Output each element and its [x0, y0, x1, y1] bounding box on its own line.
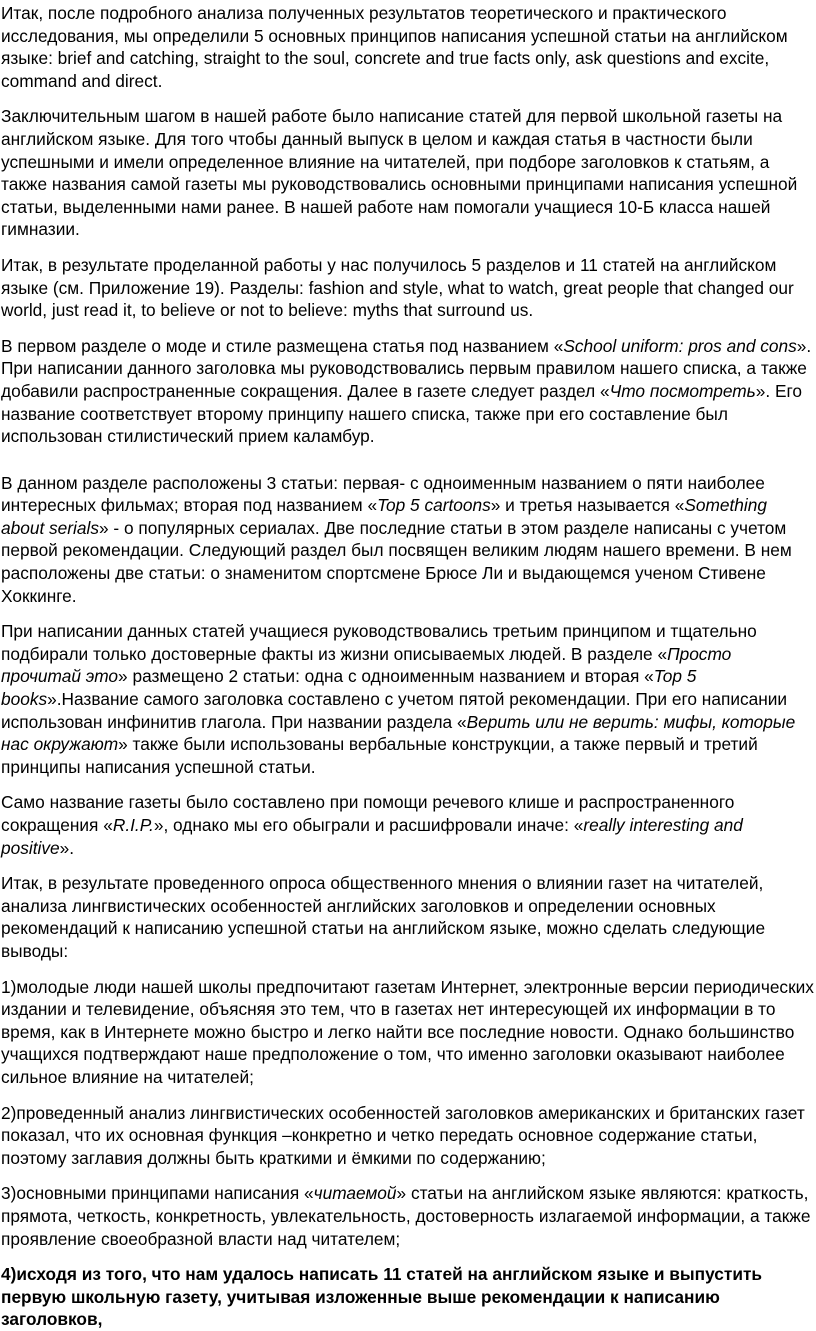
text-run: ». — [59, 837, 75, 858]
text-run: Само название газеты было составлено при помощи речевого клише и распространенного сокращения « — [1, 792, 735, 835]
text-run: ».Название самого заголовка составлено с учетом пятой рекомендации. При его написании использован инфинитив глагола. При названии раздела « — [1, 689, 788, 732]
italic-title-run: R.I.P. — [112, 815, 154, 835]
text-run: Итак, после подробного анализа полученных результатов теоретического и практического исследования, мы определили 5 основных принципов написания успешной статьи на английском языке: brief and catching, straight to the soul, concrete and true facts only, ask questions and excite, command and direct. — [1, 3, 788, 91]
paragraph — [1, 791, 814, 859]
italic-title-run: Что посмотреть — [609, 380, 756, 401]
conclusion-item — [1, 976, 814, 1089]
italic-title-run: Something about serials — [1, 495, 767, 538]
text-run: Заключительным шагом в нашей работе было написание статей для первой школьной газеты на английском языке. Для того чтобы данный выпуск в целом и каждая статья в частности были успешными и имели определенное влияние на читателей, при подборе заголовков к статьям, а также названия самой газеты мы руководствовались основными принципами написания успешной статьи, выделенными нами ранее. В нашей работе нам помогали учащиеся 10-Б класса нашей гимназии. — [1, 106, 798, 240]
italic-title-run: Верить или не верить: мифы, которые нас окружают — [1, 711, 796, 755]
text-run: При написании данных статей учащиеся руководствовались третьим принципом и тщательно подбирали только достоверные факты из жизни описываемых людей. В разделе « — [1, 621, 757, 664]
conclusion-item — [1, 1102, 814, 1170]
italic-title-run: Top 5 cartoons — [377, 495, 491, 516]
text-run: » статьи на английском языке являются: краткость, прямота, четкость, конкретность, увлекательность, достоверность излагаемой информации, а также проявление своеобразной власти над читателем; — [1, 1183, 811, 1249]
text-run: Итак, в результате проведенного опроса общественного мнения о влиянии газет на читателей, анализа лингвистических особенностей английских заголовков и определении основных рекомендаций к написанию успешной статьи на английском языке, можно сделать следующие выводы: — [1, 873, 766, 961]
text-run: ». При написании данного заголовка мы руководствовались первым правилом нашего списка, а также добавили распространенные сокращения. Далее в газете следует раздел « — [1, 335, 812, 401]
text-run: » также были использованы вербальные конструкции, а также первый и третий принципы написания успешной статьи. — [1, 734, 758, 777]
paragraph — [1, 620, 814, 778]
text-run: В первом разделе о моде и стиле размещена статья под названием « — [1, 335, 564, 356]
text-run: В данном разделе расположены 3 статьи: первая- с одноименным названием о пяти наиболее интересных фильмах; вторая под названием « — [1, 472, 765, 516]
text-run: Итак, в результате проделанной работы у нас получилось 5 разделов и 11 статей на английском языке (см. Приложение 19). Разделы: fashion and style, what to watch, great people that changed our world, just read it, to believe or not to believe: myths that surround us. — [1, 254, 794, 321]
italic-title-run: School uniform: pros and cons — [563, 335, 797, 356]
text-run: ». Его название соответствует второму принципу нашего списка, также при его составление был использован стилистический прием каламбур. — [1, 380, 803, 447]
text-run: », однако мы его обыграли и расшифровали иначе: « — [153, 815, 584, 835]
italic-title-run: Просто прочитай это — [1, 643, 732, 687]
text-run: 2)проведенный анализ лингвистических особенностей заголовков американских и британских газет показал, что их основная функция –конкретно и четко передать основное содержание статьи, поэтому заглавия должны быть краткими и ёмкими по содержанию; — [1, 1102, 805, 1168]
italic-title-run: читаемой — [313, 1183, 397, 1204]
conclusion-item — [1, 1182, 814, 1250]
text-run: 1)молодые люди нашей школы предпочитают газетам Интернет, электронные версии периодических издании и телевидение, объясняя это тем, что в газетах нет интересующей их информации в то время, как в Интернете можно быстро и легко найти все последние новости. Однако большинство учащихся подтверждают наше предположение о том, что именно заголовки оказывают наиболее сильное влияние на читателей; — [1, 976, 814, 1087]
paragraph — [1, 2, 814, 92]
paragraph — [1, 105, 814, 241]
text-run: 4)исходя из того, что нам удалось написать 11 статей на английском языке и выпустить первую школьную газету, учитывая изложенные выше рекомендации к написанию заголовков, — [1, 1264, 763, 1330]
conclusion-item — [1, 1263, 814, 1331]
text-run: 3)основными принципами написания « — [1, 1183, 314, 1204]
text-run: » - о популярных сериалах. Две последние статьи в этом разделе написаны с учетом первой рекомендации. Следующий раздел был посвящен великим людям нашего времени. В нем расположены две статьи: о знаменитом спортсмене Брюсе Ли и выдающемся ученом Стивене Хоккинге. — [1, 517, 792, 606]
paragraph — [1, 335, 814, 448]
italic-title-run: Top 5 books — [1, 666, 697, 710]
paragraph — [1, 254, 814, 322]
paragraph — [1, 872, 814, 962]
text-run: » размещено 2 статьи: одна с одноименным названием и вторая « — [118, 666, 654, 687]
text-run: » и третья называется « — [490, 495, 685, 516]
paragraph — [1, 472, 814, 608]
italic-title-run: really interesting and positive — [1, 815, 743, 858]
